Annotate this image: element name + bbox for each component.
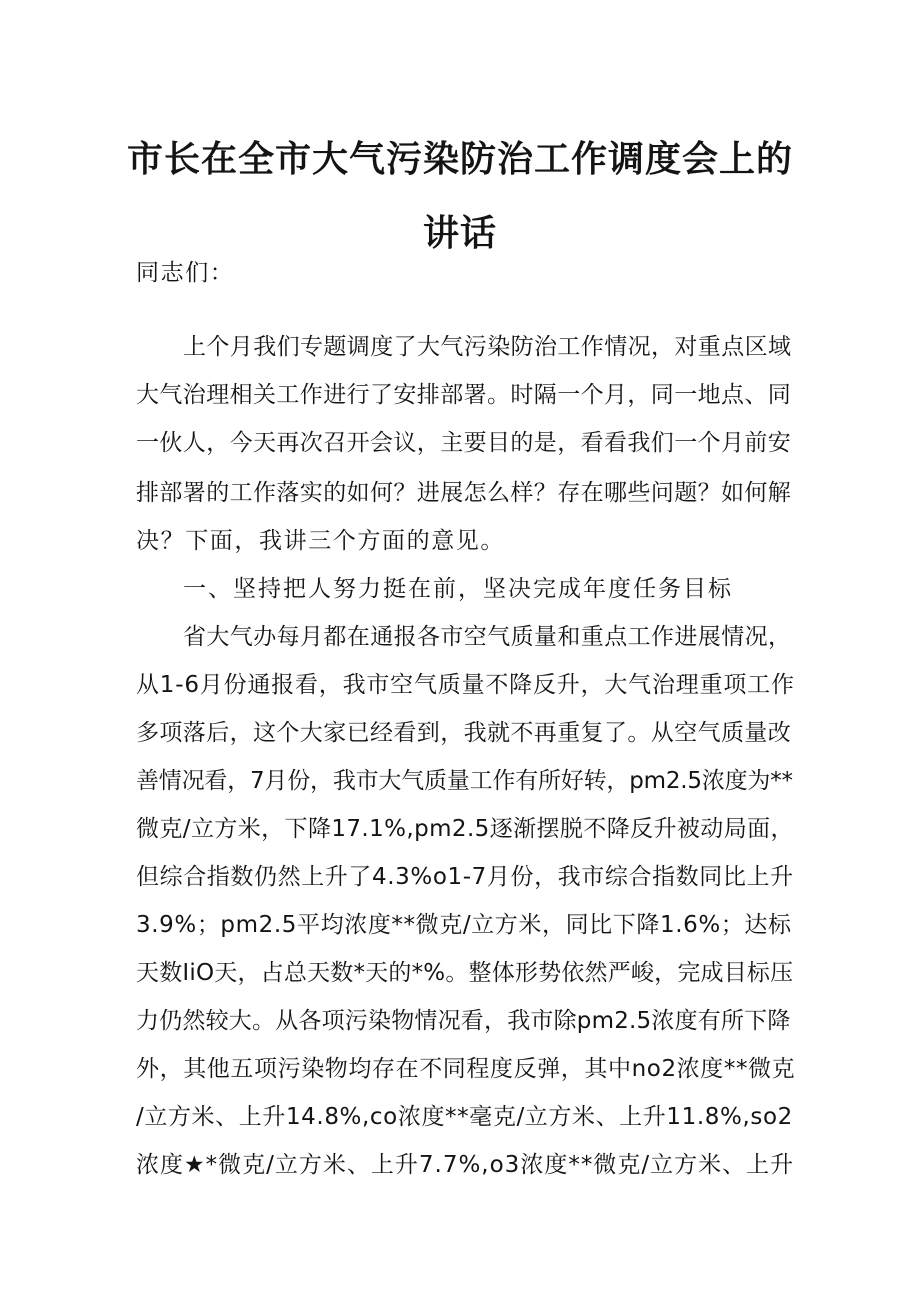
paragraph-line: 从1-6月份通报看，我市空气质量不降反升，大气治理重项工作 (136, 672, 795, 698)
document-title-line-1: 市长在全市大气污染防治工作调度会上的 (126, 139, 793, 180)
paragraph-line: 决？下面，我讲三个方面的意见。 (136, 528, 505, 554)
salutation: 同志们： (136, 260, 235, 286)
paragraph-line: /立方米、上升14.8%,co浓度**毫克/立方米、上升11.8%,so2 (136, 1104, 793, 1130)
paragraph-line: 大气治理相关工作进行了安排部署。时隔一个月，同一地点、同 (136, 382, 792, 408)
paragraph-line: 力仍然较大。从各项污染物情况看，我市除pm2.5浓度有所下降 (136, 1008, 791, 1034)
paragraph-line: 善情况看，7月份，我市大气质量工作有所好转，pm2.5浓度为** (136, 768, 793, 794)
paragraph-line: 多项落后，这个大家已经看到，我就不再重复了。从空气质量改 (136, 720, 792, 746)
paragraph-line: 省大气办每月都在通报各市空气质量和重点工作进展情况， (183, 624, 792, 650)
paragraph-line: 天数IiO天，占总天数*天的*%。整体形势依然严峻，完成目标压 (136, 960, 794, 986)
paragraph-line: 一伙人，今天再次召开会议，主要目的是，看看我们一个月前安 (136, 430, 792, 456)
paragraph-line: 排部署的工作落实的如何？进展怎么样？存在哪些问题？如何解 (136, 480, 792, 506)
paragraph-line: 浓度★*微克/立方米、上升7.7%,o3浓度**微克/立方米、上升 (136, 1152, 795, 1178)
paragraph-line: 3.9%；pm2.5平均浓度**微克/立方米，同比下降1.6%；达标 (136, 912, 792, 938)
document-title-line-2: 讲话 (422, 213, 497, 254)
paragraph-line: 外，其他五项污染物均存在不同程度反弹，其中no2浓度**微克 (136, 1056, 796, 1082)
paragraph-line: 但综合指数仍然上升了4.3%o1-7月份，我市综合指数同比上升 (136, 864, 794, 890)
paragraph-line: 微克/立方米，下降17.1%,pm2.5逐渐摆脱不降反升被动局面， (136, 816, 794, 842)
paragraph-line: 上个月我们专题调度了大气污染防治工作情况，对重点区域 (183, 334, 792, 360)
section-heading: 一、坚持把人努力挺在前，坚决完成年度任务目标 (183, 576, 733, 602)
